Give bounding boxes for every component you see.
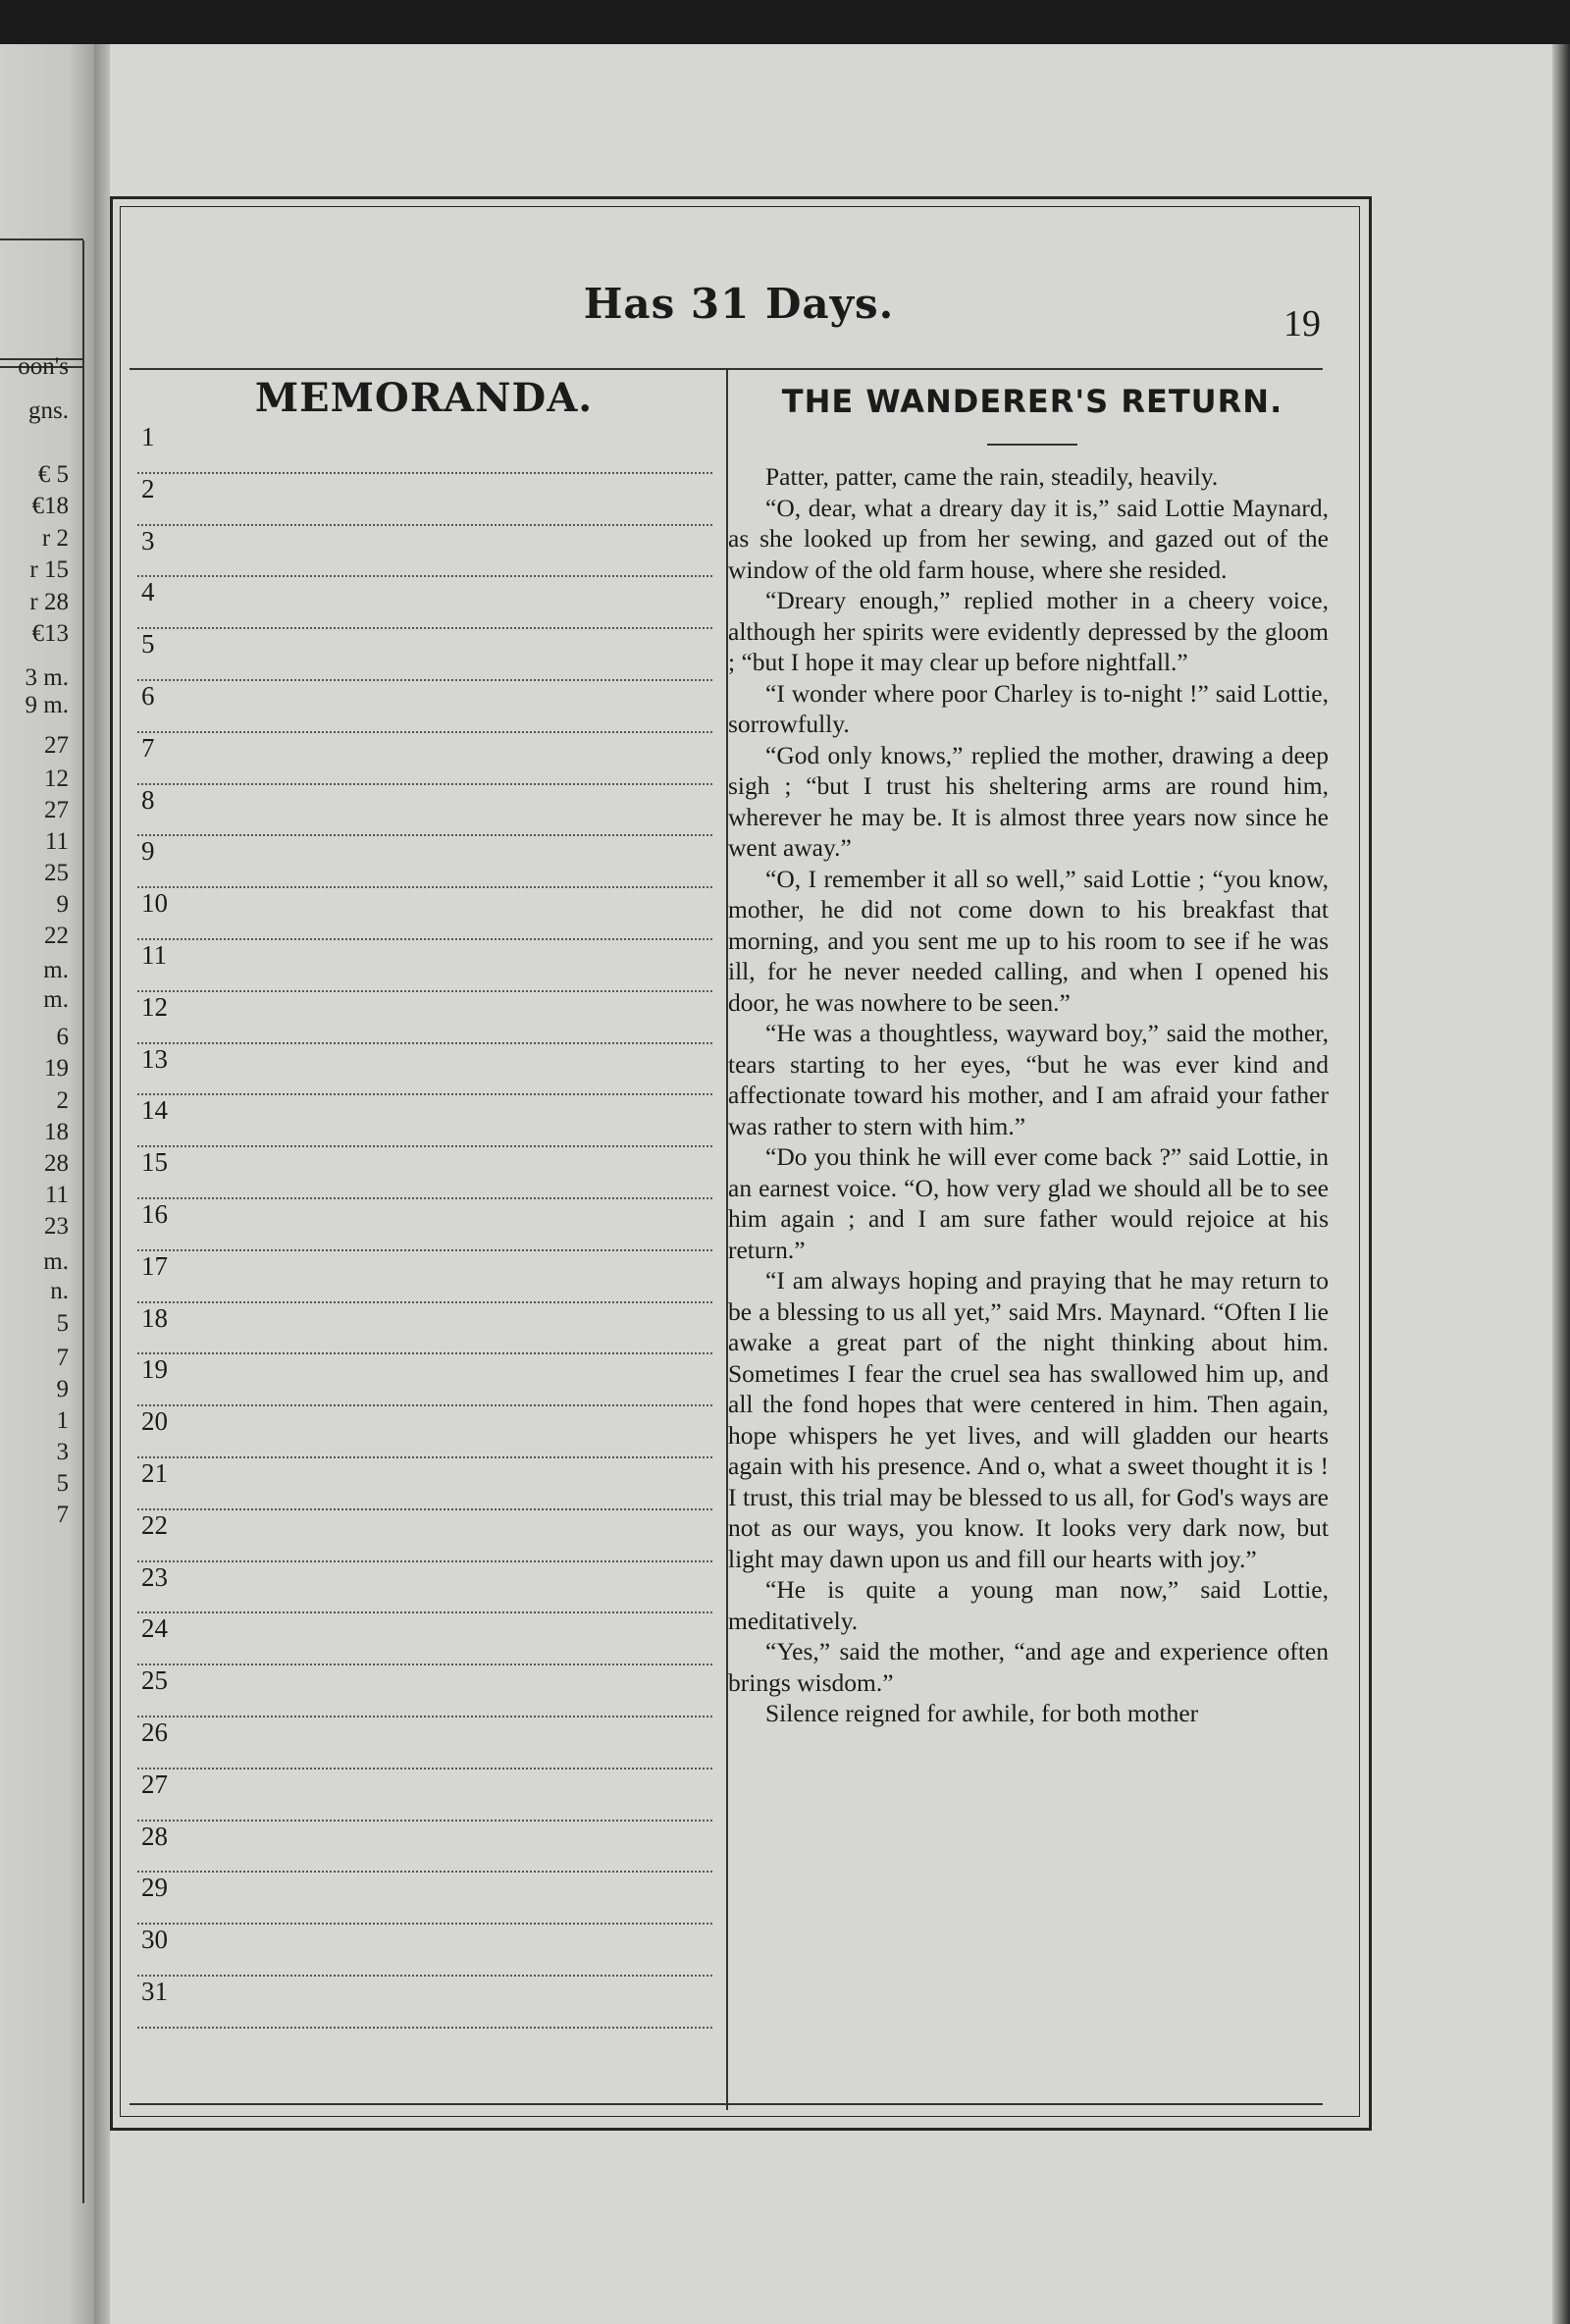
memo-row	[137, 836, 712, 888]
memo-day-number: 2	[141, 473, 155, 503]
memo-day-number: 12	[141, 991, 168, 1022]
facing-page-fragment: €13	[31, 620, 69, 647]
memo-row	[137, 1822, 712, 1874]
facing-page-fragment: 9	[56, 891, 69, 918]
memoranda-list	[137, 422, 712, 2029]
memo-row	[137, 1510, 712, 1562]
story-paragraph: “Do you think he will ever come back ?” said Lottie, in an earnest voice. “O, how very glad we should all be to see him again ; and I am sure father would rejoice at his return.”	[728, 1142, 1329, 1264]
facing-page-fragment: n.	[50, 1278, 69, 1304]
memo-row	[137, 526, 712, 578]
story-paragraph: Silence reigned for awhile, for both mother	[765, 1699, 1199, 1727]
memo-row	[137, 992, 712, 1044]
memo-day-number: 28	[141, 1821, 168, 1851]
story-paragraph: “He was a thoughtless, wayward boy,” said the mother, tears starting to her eyes, “but he was ever kind and affectionate toward his mother, and I am afraid your father was rather to stern with him.”	[728, 1019, 1329, 1140]
facing-page-fragment: m.	[43, 1248, 69, 1275]
memo-day-number: 7	[141, 732, 155, 763]
memo-day-number: 1	[141, 422, 155, 451]
memo-row	[137, 629, 712, 681]
story-title-rule	[987, 444, 1077, 446]
memo-day-number: 6	[141, 680, 155, 711]
memo-day-number: 29	[141, 1873, 168, 1903]
facing-page-fragment: gns.	[28, 397, 69, 424]
memo-day-number: 9	[141, 836, 155, 867]
page-number: 19	[1283, 303, 1321, 344]
memo-row	[137, 474, 712, 526]
facing-page-fragment: 28	[44, 1150, 69, 1177]
facing-page-fragment: 25	[44, 860, 69, 886]
memo-row	[137, 888, 712, 940]
facing-page-fragment: m.	[43, 986, 69, 1013]
memo-row	[137, 1044, 712, 1096]
story-paragraph: “I wonder where poor Charley is to-night !” said Lottie, sorrowfully.	[728, 678, 1329, 738]
facing-page-fragment: 2	[56, 1087, 69, 1114]
memo-day-number: 20	[141, 1406, 168, 1437]
memo-row	[137, 1873, 712, 1925]
memo-row	[137, 940, 712, 992]
memo-row	[137, 1095, 712, 1147]
memo-row	[137, 1199, 712, 1251]
memo-day-number: 18	[141, 1302, 168, 1333]
facing-page-fragment: 11	[44, 1182, 69, 1208]
running-head: Has 31 Days.	[583, 280, 895, 328]
memo-day-number: 19	[141, 1354, 168, 1385]
facing-page-fragment: €18	[31, 493, 69, 519]
story-paragraph: “O, dear, what a dreary day it is,” said Lottie Maynard, as she looked up from her sewing, and gazed out of the window of the old farm house, where she resided.	[728, 493, 1329, 584]
story-title: THE WANDERER'S RETURN.	[781, 383, 1283, 420]
memo-day-number: 11	[141, 939, 167, 970]
memo-day-number: 23	[141, 1561, 168, 1592]
memo-row	[137, 1769, 712, 1822]
memo-row	[137, 785, 712, 837]
story-paragraph: “Dreary enough,” replied mother in a cheery voice, although her spirits were evidently depressed by the gloom ; “but I hope it may clear up before nightfall.”	[728, 586, 1329, 676]
facing-page-strip	[0, 44, 98, 2324]
memo-day-number: 21	[141, 1457, 168, 1488]
bottom-rule	[130, 2103, 1323, 2105]
facing-page-fragment: oon's	[18, 353, 69, 380]
memo-row	[137, 1251, 712, 1303]
facing-page-fragment: r 15	[29, 556, 69, 583]
facing-page-fragment: 11	[44, 828, 69, 855]
story-paragraph: “Yes,” said the mother, “and age and experience often brings wisdom.”	[728, 1637, 1329, 1697]
memo-row	[137, 1147, 712, 1199]
facing-page-fragment: 27	[44, 732, 69, 759]
memo-day-number: 8	[141, 784, 155, 815]
story-paragraph: “O, I remember it all so well,” said Lottie ; “you know, mother, he did not come down to his breakfast that morning, and you sent me up to his room to see if he was ill, for he never needed calling, and when I opened his door, he was nowhere to be seen.”	[728, 864, 1329, 1017]
story-paragraph: “I am always hoping and praying that he may return to be a blessing to us all yet,” said Mrs. Maynard. “Often I lie awake a great part of the night thinking about him. Sometimes I fear the cruel sea has swallowed him up, and all the fond hopes that were centered in him. Then again, hope whispers he yet lives, and will gladden our hearts again with his presence. And o, what a sweet thought it is ! I trust, this trial may be blessed to us all, for God's ways are not as our ways, you know. It looks very dark now, but light may dawn upon us and fill our hearts with joy.”	[728, 1266, 1329, 1573]
story-paragraph: Patter, patter, came the rain, steadily, heavily.	[765, 462, 1219, 491]
memo-row	[137, 1303, 712, 1355]
memo-row	[137, 1613, 712, 1665]
facing-page-fragment: 6	[56, 1024, 69, 1050]
memo-day-number: 10	[141, 888, 168, 919]
memo-day-number: 4	[141, 577, 155, 607]
facing-page-fragment: 7	[56, 1502, 69, 1528]
facing-page-fragment: 19	[44, 1055, 69, 1082]
memoranda-title: MEMORANDA.	[254, 375, 594, 421]
memo-row	[137, 1925, 712, 1977]
facing-page-fragment: 23	[44, 1213, 69, 1240]
facing-page-fragment: r 2	[41, 525, 69, 552]
memo-day-number: 3	[141, 525, 155, 555]
memo-row	[137, 1977, 712, 2029]
memo-row	[137, 733, 712, 785]
story-text	[728, 461, 1329, 1729]
memo-day-number: 15	[141, 1147, 168, 1178]
facing-page-fragment: 22	[44, 923, 69, 949]
facing-page-fragment: m.	[43, 957, 69, 983]
facing-page-fragment: 3	[56, 1439, 69, 1465]
facing-page-fragment: € 5	[37, 461, 69, 488]
memo-row	[137, 1562, 712, 1614]
facing-page-fragment: 7	[56, 1345, 69, 1371]
facing-page-fragment: 12	[44, 766, 69, 792]
memo-day-number: 30	[141, 1925, 168, 1955]
memo-day-number: 14	[141, 1095, 168, 1126]
facing-page-fragment: 5	[56, 1310, 69, 1337]
memo-day-number: 22	[141, 1509, 168, 1540]
memo-day-number: 17	[141, 1250, 168, 1281]
memo-row	[137, 422, 712, 474]
facing-page-fragment: 18	[44, 1119, 69, 1145]
facing-page-fragment: 9	[56, 1376, 69, 1402]
facing-page-fragment: 5	[56, 1470, 69, 1497]
memo-row	[137, 577, 712, 629]
memo-row	[137, 1717, 712, 1769]
story-paragraph: “God only knows,” replied the mother, drawing a deep sigh ; “but I trust his sheltering arms are round him, wherever he may be. It is almost three years now since he went away.”	[728, 740, 1329, 862]
facing-page-fragment: 27	[44, 797, 69, 823]
memo-row	[137, 1665, 712, 1717]
memo-day-number: 24	[141, 1613, 168, 1644]
memo-day-number: 13	[141, 1043, 168, 1074]
facing-page-fragment: 1	[56, 1407, 69, 1434]
facing-page-fragment: 3 m.	[25, 664, 69, 691]
memo-day-number: 31	[141, 1976, 168, 2006]
facing-page-fragment: 9 m.	[25, 692, 69, 718]
scan-edge	[1552, 44, 1570, 2324]
memo-day-number: 5	[141, 629, 155, 660]
facing-page-fragment: r 28	[29, 589, 69, 615]
memo-day-number: 26	[141, 1717, 168, 1747]
memo-row	[137, 1406, 712, 1458]
memo-row	[137, 681, 712, 733]
memo-day-number: 25	[141, 1665, 168, 1696]
memo-row	[137, 1458, 712, 1510]
memo-day-number: 27	[141, 1769, 168, 1799]
memo-day-number: 16	[141, 1198, 168, 1229]
memo-row	[137, 1354, 712, 1406]
story-paragraph: “He is quite a young man now,” said Lottie, meditatively.	[728, 1575, 1329, 1635]
page-fold	[94, 44, 110, 2324]
